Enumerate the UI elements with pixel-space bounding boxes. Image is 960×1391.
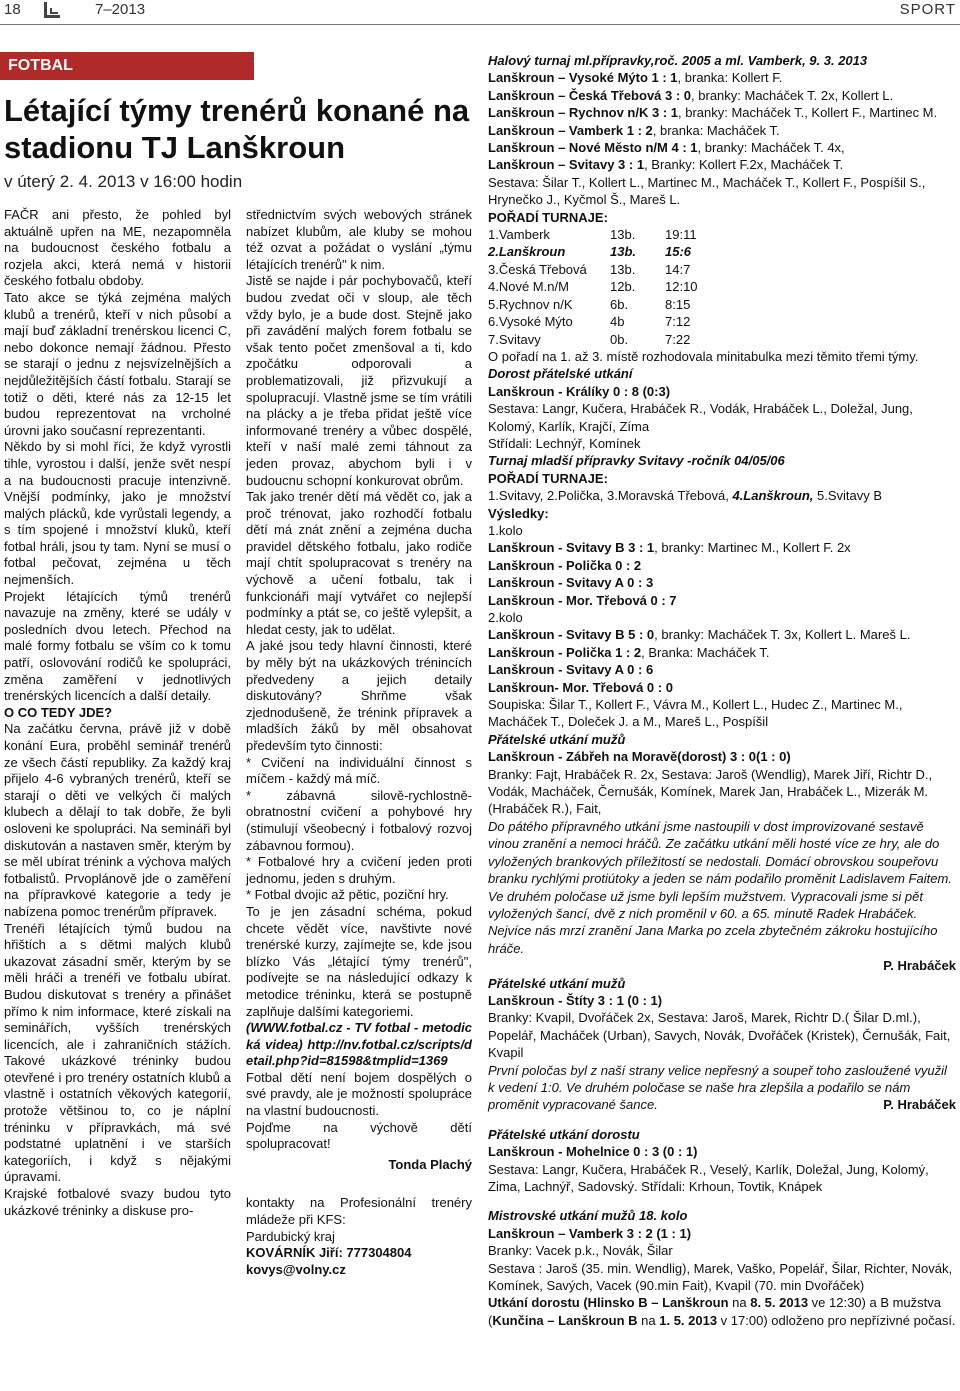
match-heading: Přátelské utkání mužů	[488, 731, 626, 747]
match-result: Lanškroun - Zábřeh na Moravě(dorost) 3 : 0(1 : 0)	[488, 749, 791, 765]
standings-score: 8:15	[665, 296, 691, 312]
standings-line: 1.Svitavy, 2.Polička, 3.Moravská Třebová, 4.Lanškroun, 5.Svitavy B	[488, 488, 883, 504]
paragraph: Někdo by si mohl říci, že když vyrostli tihle, vyrostou i další, jenže svět nespí a na budoucnosti pracuje intenzivně. Vnější podmínky, jako je množství malých plácků, kde vyrůstali legendy, a s tím spojené i množství kluků, kteří fotbal hráli, jsou ty tam. Nyní se musí o fotbal pečovat, zejména u těch nejmenších.	[4, 439, 231, 588]
match-line: Lanškroun - Svitavy B 3 : 1, branky: Martinec M., Kollert F. 2x	[488, 540, 851, 556]
match-line: Lanškroun - Svitavy A 0 : 6	[488, 662, 654, 678]
article-title: Létající týmy trenérů konané na stadionu TJ Lanškroun	[4, 93, 470, 165]
standings-rounds: 6b.	[610, 296, 629, 312]
match-result: Lanškroun – Vamberk 3 : 2 (1 : 1)	[488, 1225, 692, 1241]
lineup: Soupiska: Šilar T., Kollert F., Vávra M., Kollert L., Hudec Z., Martinec M., Macháček T., Doleček J. a M., Mareš L., Pospíšil	[488, 697, 903, 730]
standings-heading: POŘADÍ TURNAJE:	[488, 470, 608, 486]
article-column-2	[246, 207, 472, 1278]
scorers: Branky: Vacek p.k., Novák, Šilar	[488, 1243, 673, 1259]
lineup: Branky: Kvapil, Dvořáček 2x, Sestava: Jaroš, Marek, Richtr D.( Šilar D.ml.), Popelář, Macháček (Urban), Savych, Novák, Dvořáček (Kristek), Černušák, Fait, Kvapil	[488, 1010, 951, 1061]
standings-rounds: 12b.	[610, 279, 636, 295]
bullet-item: * Cvičení na individuální činnost s míčem - každý má míč.	[246, 754, 472, 787]
match-line: Lanškroun – Česká Třebová 3 : 0, branky: Macháček T. 2x, Kollert L.	[488, 87, 894, 103]
lineup: Sestava : Jaroš (35. min. Wendlig), Marek, Vaško, Popelář, Šilar, Richter, Novák, Komínek, Savých, Vacek (90.min Fait), Kvapil (70. min Dvořáček)	[488, 1260, 953, 1294]
match-report: První poločas byl z naší strany velice nepřesný a soupeř toho zasloužené využil k vedení 1:0. Ve druhém poločase se naše hra zlepšila a podařilo se nám proměnit vypracované šance. P. Hrabáček	[488, 1062, 956, 1113]
contact-phone: KOVÁRNÍK Jiří: 777304804	[246, 1245, 412, 1261]
standings-row	[488, 313, 725, 330]
standings-rounds: 13b.	[610, 244, 637, 260]
match-result: Lanškroun - Králíky 0 : 8 (0:3)	[488, 383, 671, 399]
match-report: Ve druhém poločase už jsme byli lepším mužstvem. Vypracovali jsme si pět vyložených šancí, dvě z nich proměnil v 60. a 65. minutě Radek Hrabáček. Nejvíce nás mrzí zranění Jana Marka po zcela zbytečném zákroku hostujícího hráče.	[488, 888, 938, 956]
substitutes: Střídali: Lechnýř, Komínek	[488, 435, 641, 451]
section-name: SPORT	[899, 1, 956, 18]
bullet-item: * Fotbal dvojic až pětic, poziční hry.	[246, 887, 449, 903]
match-heading: Mistrovské utkání mužů 18. kolo	[488, 1208, 688, 1224]
standings-heading: POŘADÍ TURNAJE:	[488, 209, 608, 225]
match-line: Lanškroun - Polička 0 : 2	[488, 557, 642, 573]
standings-team: 4.Nové M.n/M	[488, 279, 569, 295]
standings-row	[488, 243, 725, 260]
match-heading: Turnaj mladší přípravky Svitavy -ročník 04/05/06	[488, 453, 785, 469]
standings-score: 15:6	[665, 244, 692, 260]
paragraph: Jistě se najde i pár pochybovačů, kteří budou zvedat oči v sloup, ale těch vždy bylo, je a bude dost. Stejně jako při zavádění malých forem fotbalu se však tento počet zmenšoval a ti, kdo zpočátku odporovali a problematizovali, již přizvukují a spolupracují. Vlastně jsme se tím vrátili na plácky a je třeba přidat ještě více informované trenéry a vůbec dospělé, kteří v naší malé zemi táhnout za jeden provaz, abychom byli i v budoucnu schopní konkurovat obrům.	[246, 273, 472, 488]
standings-rounds: 13b.	[610, 261, 636, 277]
contact-region: Pardubický kraj	[246, 1228, 335, 1244]
standings-score: 12:10	[665, 279, 698, 295]
paragraph: Trenéři létajících týmů budou na hřištích a s dětmi malých klubů ukazovat zásadní směr, kterým by se měli hráči a trenéři ve fotbalu ubírat. Budou diskutovat s trenéry a přinášet přímo k nim informace, které získali na seminářích, vyšších trenérských licencích, ale i zahraničních stážích. Takové ukázkové tréninky budou otevřené i pro trenéry ostatních klubů a vlastně i ostatních věkových kategorií, protože většinou to, co je náplní tréninku v přípravkách, má své podstatné uplatnění i ve starších kategoriích, i když s nějakými úpravami.	[4, 920, 231, 1185]
standings-team: 7.Svitavy	[488, 331, 541, 347]
paragraph: Projekt létajících týmů trenérů navazuje na změny, které se udály v posledních dvou letech. Přechod na malé formy fotbalu se vším co k tomu patří, oslovování rodičů ke spolupráci, změna zaměření v jednotlivých trenérských licencích a další detaily.	[4, 588, 231, 704]
match-result: Lanškroun - Mohelnice 0 : 3 (0 : 1)	[488, 1144, 698, 1160]
standings-score: 7:12	[665, 314, 691, 330]
standings-team: 3.Česká Třebová	[488, 261, 587, 277]
standings-score: 7:22	[665, 331, 691, 347]
paragraph: Pojďme na výchově dětí spolupracovat!	[246, 1119, 472, 1152]
contact-label: kontakty na Profesionální trenéry mládeže při KFS:	[246, 1195, 472, 1228]
results-heading: Výsledky:	[488, 505, 549, 521]
paragraph: Fotbal dětí není bojem dospělých o své pravdy, ale je možností spolupráce na vlastní budoucnosti.	[246, 1069, 472, 1119]
lineup: Sestava: Langr, Kučera, Hrabáček R., Veselý, Karlík, Doležal, Jung, Kolomý, Zima, Lachnýř, Sadovský. Střídali: Krhoun, Tovtik, Knápek	[488, 1161, 929, 1194]
lineup: Sestava: Langr, Kučera, Hrabáček R., Vodák, Hrabáček L., Doležal, Jung, Kolomý, Karlík, Krajčí, Zíma	[488, 401, 913, 434]
paragraph: Na začátku června, právě již v době konání Eura, proběhl seminář trenérů ze všech částí republiky. Za každý kraj přijelo 4-6 vybraných trenérů, kteří se starají o děti ve velkých či malých klubech a dělají to tak dobře, že byli osloveni ke spolupráci. Na semináři byl diskutován a nastaven směr, kterým by se měl ubírat trénink a výchova malých fotbalistů. Prvoplánově jde o zaměření na přípravkové kategorie a tedy je nabízena pomoc trenérům přípravek.	[4, 721, 231, 919]
bullet-item: * zábavná silově-rychlostně-obratnostní cvičení a pohybové hry (stimulují všeobecný i fotbalový rozvoj zábavnou formou).	[246, 787, 472, 853]
standings-team: 6.Vysoké Mýto	[488, 314, 573, 330]
issue-number: 7–2013	[95, 1, 146, 18]
standings-row	[488, 331, 725, 348]
spacer	[488, 1195, 956, 1207]
standings-row	[488, 278, 725, 295]
results-column	[488, 52, 956, 1329]
link-reference[interactable]: (WWW.fotbal.cz - TV fotbal - metodická videa) http://nv.fotbal.cz/scripts/detail.php?id=81598&tmplid=1369	[246, 1020, 472, 1069]
lineup: Sestava: Šilar T., Kollert L., Martinec M., Macháček T., Kollert F., Pospíšil S., Hrynečko J., Kyčmol Š., Mareš L.	[488, 174, 926, 208]
match-line: Lanškroun – Svitavy 3 : 1, Branky: Kollert F.2x, Macháček T.	[488, 157, 844, 173]
paragraph: Tak jako trenér dětí má vědět co, jak a proč trénovat, jako rozhodčí fotbalu dětí má znát znění a zejména ducha pravidel dětského fotbalu, jako rodiče mají chtít spolupracovat s trenéry na výchově a učení fotbalu, tak i funkcionáři mají vytvářet co nejlepší podmínky a ptát se, co ještě vylepšit, a hledat cesty, jak to udělat.	[246, 489, 472, 637]
match-line: Lanškroun – Rychnov n/K 3 : 1, branky: Macháček T., Kollert F., Martinec M.	[488, 105, 938, 121]
match-line: Lanškroun - Mor. Třebová 0 : 7	[488, 592, 677, 608]
bullet-item: * Fotbalové hry a cvičení jeden proti jednomu, jeden s druhým.	[246, 854, 472, 886]
tournament-matches	[488, 69, 956, 173]
paragraph: střednictvím svých webových stránek nabízet klubům, ale kluby se mohou též ozvat a požádat o vyslání „týmu létajících trenérů" k nim.	[246, 207, 472, 272]
author: P. Hrabáček	[883, 1097, 956, 1113]
paragraph: A jaké jsou tedy hlavní činnosti, které by měly být na ukázkových trénincích předvedeny a jejich detaily diskutovány? Shrňme však zjednodušeně, že trénink přípravek a mladších žáků by měl obsahovat především tyto činnosti:	[246, 638, 472, 753]
standings-note: O pořadí na 1. až 3. místě rozhodovala minitabulka mezi těmito třemi týmy.	[488, 348, 919, 364]
match-heading: Dorost přátelské utkání	[488, 366, 633, 382]
match-line: Lanškroun – Vysoké Mýto 1 : 1, branka: Kollert F.	[488, 70, 783, 86]
author: Tonda Plachý	[388, 1156, 472, 1172]
newspaper-logo-icon	[42, 2, 62, 18]
standings-rounds: 0b.	[610, 331, 629, 347]
standings-rounds: 13b.	[610, 227, 636, 243]
match-heading: Přátelské utkání dorostu	[488, 1126, 640, 1142]
tournament-heading: Halový turnaj ml.přípravky,roč. 2005 a ml. Vamberk, 9. 3. 2013	[488, 53, 868, 68]
paragraph: FAČR ani přesto, že pohled byl aktuálně upřen na ME, nezapomněla na budoucnost českého fotbalu a rozjela akci, která nemá v historii českého fotbalu obdoby.	[4, 207, 231, 289]
match-line: Lanškroun - Polička 1 : 2, Branka: Macháček T.	[488, 644, 770, 660]
standings-row	[488, 261, 725, 278]
match-result: Lanškroun - Štíty 3 : 1 (0 : 1)	[488, 992, 663, 1008]
standings-row	[488, 296, 725, 313]
match-line: Lanškroun- Mor. Třebová 0 : 0	[488, 679, 673, 695]
paragraph: Krajské fotbalové svazy budou tyto ukázkové tréninky a diskuse pro-	[4, 1186, 231, 1218]
spacer	[488, 1114, 956, 1126]
match-line: Lanškroun – Vamberk 1 : 2, branka: Macháček T.	[488, 122, 780, 138]
subheading: O CO TEDY JDE?	[4, 704, 113, 720]
standings-team: 5.Rychnov n/K	[488, 296, 573, 312]
page-header	[0, 0, 960, 22]
standings-score: 19:11	[665, 227, 697, 243]
round-label: 1.kolo	[488, 522, 523, 538]
standings-row	[488, 226, 725, 243]
match-heading: Přátelské utkání mužů	[488, 975, 626, 991]
header-divider	[0, 24, 960, 25]
article-column-1	[4, 207, 231, 1219]
section-label: FOTBAL	[0, 52, 254, 80]
article-dateline: v úterý 2. 4. 2013 v 16:00 hodin	[4, 172, 243, 191]
page-number: 18	[4, 1, 21, 18]
author: P. Hrabáček	[883, 958, 956, 974]
standings-table	[488, 226, 725, 348]
paragraph: To je jen zásadní schéma, pokud chcete vědět více, navštivte nové trenérské kurzy, zajímejte se, kde jsou blízko Vás „létající týmy trenérů", podívejte se na následující odkazy k metodice tréninku, která se postupně zaplňuje dalšími kategoriemi.	[246, 903, 472, 1019]
standings-score: 14:7	[665, 261, 691, 277]
match-report: Do pátého přípravného utkání jsme nastoupili v dost improvizované sestavě vinou zranění a nemoci hráčů. Ze začátku utkání měli hosté více ze hry, ale do vyložených brankových příležitostí se nedostali. Domácí obrovskou soupeřovu branku rychlými protiútoky a jeden se nám podařilo proměnit Ladislavem Faitem.	[488, 818, 952, 887]
match-line: Lanškroun - Svitavy A 0 : 3	[488, 575, 654, 591]
match-line: Lanškroun – Nové Město n/M 4 : 1, branky: Macháček T. 4x,	[488, 140, 845, 156]
paragraph: Tato akce se týká zejména malých klubů a trenérů, kteří v nich působí a mají buď základní trenérskou licenci C, nebo dokonce nemají žádnou. Přesto se starají o jednu z nejsvízelnějších a nejdůležitějších částí fotbalu. Starají se totiž o děti, které nás za 12-15 let budou reprezentovat na vrcholné úrovni jako současní reprezentanti.	[4, 289, 231, 438]
round-label: 2.kolo	[488, 610, 523, 625]
lineup: Branky: Fajt, Hrabáček R. 2x, Sestava: Jaroš (Wendlig), Marek Jiří, Richtr D., Vodák, Macháček, Černušák, Komínek, Marek Jan, Hrabáček L., Mizerák M.(Hrabáček R.), Fait,	[488, 766, 933, 817]
postponement-note: Utkání dorostu (Hlinsko B – Lanškroun na 8. 5. 2013 ve 12:30) a B mužstva (Kunčina – Lanškroun B na 1. 5. 2013 v 17:00) odloženo pro nepřízivné počasí.	[488, 1295, 956, 1328]
standings-rounds: 4b	[610, 314, 625, 330]
standings-team: 2.Lanškroun	[488, 244, 566, 260]
standings-team: 1.Vamberk	[488, 227, 550, 243]
match-line: Lanškroun - Svitavy B 5 : 0, branky: Macháček T. 3x, Kollert L. Mareš L.	[488, 627, 911, 643]
contact-email[interactable]: kovys@volny.cz	[246, 1261, 346, 1277]
